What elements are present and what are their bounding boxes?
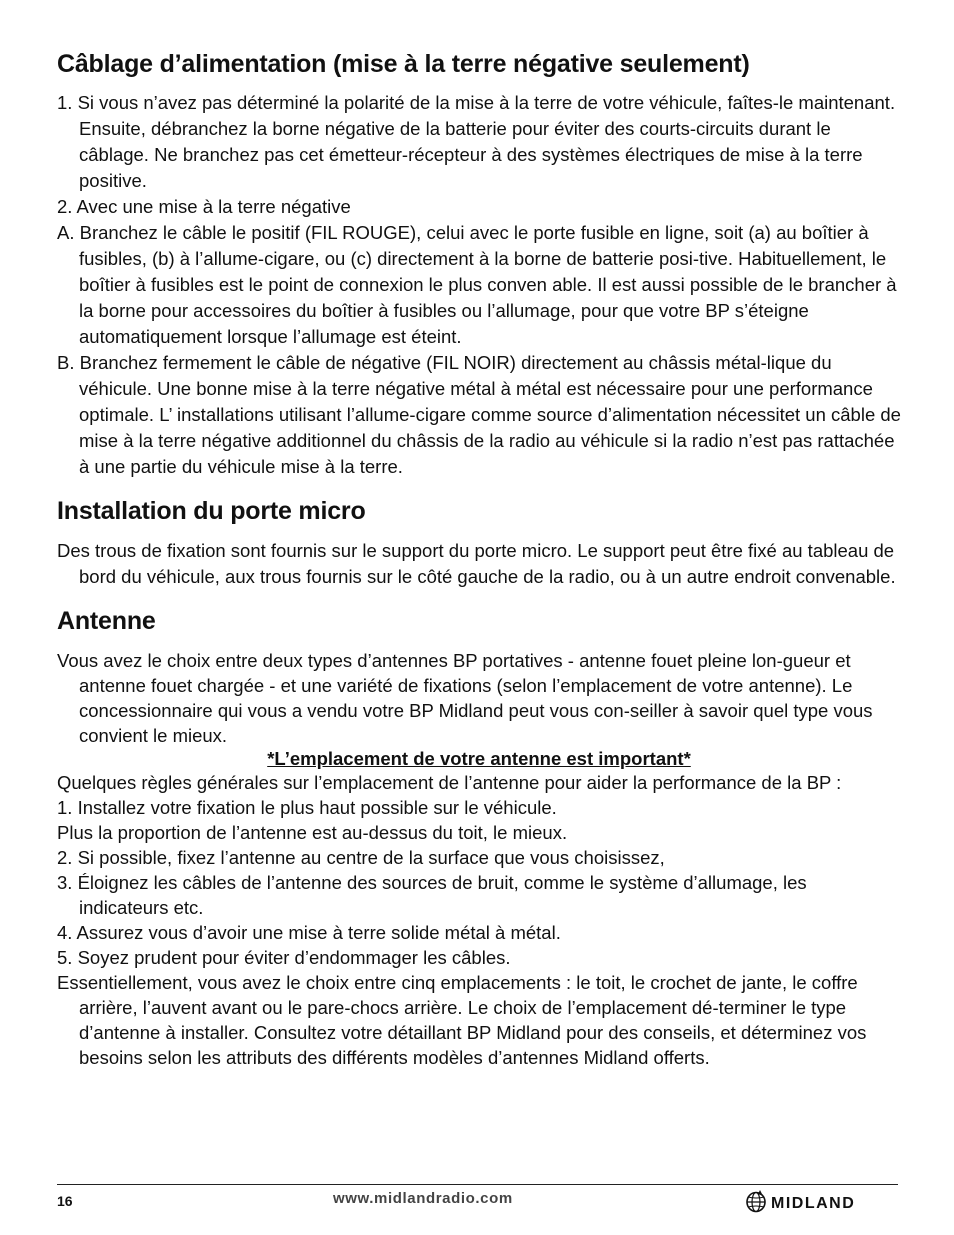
- paragraph-cablage-b: B. Branchez fermement le câble de négative (FIL NOIR) directement au châssis métal-lique du véhicule. Une bonne mise à la terre négative métal à métal est nécessaire pour une performance optimale. L’ installations utilisant l’allume-cigare comme source d’alimentation nécessitet un câble de mise à la terre négative additionnel du châssis de la radio au véhicule si la radio n’est pas rattachée à une partie du véhicule mise à la terre.: [57, 352, 901, 477]
- paragraph-cablage-1: 1. Si vous n’avez pas déterminé la polarité de la mise à la terre de votre véhicule, faîtes-le maintenant. Ensuite, débranchez la borne négative de la batterie pour éviter des courts-circuits durant le câblage. Ne branchez pas cet émetteur-récepteur à des systèmes électriques de mise à la terre positive.: [57, 92, 896, 191]
- rule-1: 1. Installez votre fixation le plus haut possible sur le véhicule.: [57, 797, 557, 818]
- logo-wordmark: MIDLAND: [771, 1194, 856, 1212]
- paragraph-porte-micro: Des trous de fixation sont fournis sur le support du porte micro. Le support peut être fixé au tableau de bord du véhicule, aux trous fournis sur le côté gauche de la radio, ou à un autre endroit convenable.: [57, 540, 896, 587]
- rule-1b: Plus la proportion de l’antenne est au-dessus du toit, le mieux.: [57, 822, 568, 843]
- paragraph-cablage-a: A. Branchez le câble le positif (FIL ROUGE), celui avec le porte fusible en ligne, soit (a) au boîtier à fusibles, (b) à l’allume-cigare, ou (c) directement à la borne de batterie posi-tive. Habituellement, le boîtier à fusibles est le point de connexion le plus conven able. Il est aussi possible de le brancher à la borne pour accessoires du boîtier à fusibles ou l’allumage, pour que votre BP s’éteigne automatiquement lorsque l’allumage est éteint.: [57, 222, 897, 347]
- page-number: 16: [57, 1193, 73, 1209]
- heading-porte-micro: Installation du porte micro: [57, 497, 366, 525]
- heading-antenne: Antenne: [57, 607, 156, 635]
- paragraph-antenne-3: Essentiellement, vous avez le choix entre cinq emplacements : le toit, le crochet de jante, le coffre arrière, l’auvent avant ou le pare-chocs arrière. Le choix de l’emplacement dé-terminer le type d’antenne à installer. Consultez votre détaillant BP Midland pour des conseils, et déterminez vos besoins selon les attributs des différents modèles d’antennes Midland offerts.: [57, 972, 867, 1068]
- rule-2: 2. Si possible, fixez l’antenne au centre de la surface que vous choisissez,: [57, 847, 665, 868]
- paragraph-antenne-1: Vous avez le choix entre deux types d’antennes BP portatives - antenne fouet pleine lon-gueur et antenne fouet chargée - et une variété de fixations (selon l’emplacement de votre antenne). Le concessionnaire qui vous a vendu votre BP Midland peut vous con-seiller à savoir quel type vous convient le mieux.: [57, 650, 873, 746]
- footer-divider: [57, 1184, 898, 1185]
- paragraph-cablage-2: 2. Avec une mise à la terre négative: [57, 196, 351, 217]
- website-url: www.midlandradio.com: [333, 1190, 513, 1207]
- heading-cablage: Câblage d’alimentation (mise à la terre négative seulement): [57, 50, 750, 78]
- rule-3: 3. Éloignez les câbles de l’antenne des sources de bruit, comme le système d’allumage, les indicateurs etc.: [57, 872, 807, 918]
- midland-logo: [744, 1188, 855, 1219]
- rule-4: 4. Assurez vous d’avoir une mise à terre solide métal à métal.: [57, 922, 561, 943]
- rule-5: 5. Soyez prudent pour éviter d’endommager les câbles.: [57, 947, 511, 968]
- paragraph-antenne-2: Quelques règles générales sur l’emplacement de l’antenne pour aider la performance de la BP :: [57, 772, 842, 793]
- globe-icon: [744, 1188, 768, 1219]
- important-note: *L’emplacement de votre antenne est important*: [267, 748, 691, 769]
- page-content: [57, 50, 901, 1070]
